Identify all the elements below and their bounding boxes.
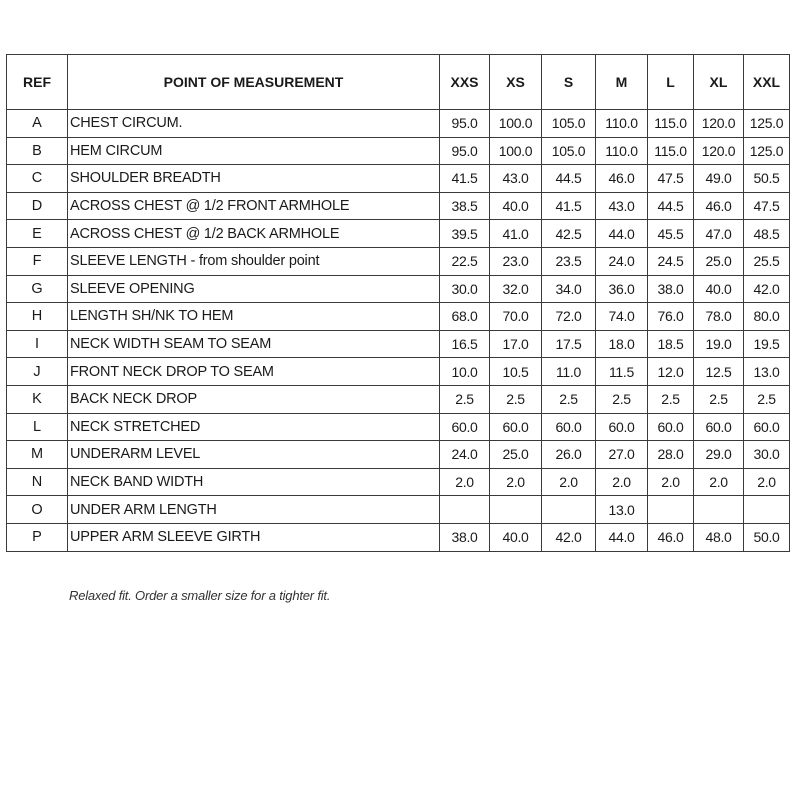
table-row xyxy=(7,523,790,551)
value-cell-m: 43.0 xyxy=(596,192,648,220)
value-cell-xxl: 25.5 xyxy=(744,247,790,275)
value-cell-s: 105.0 xyxy=(542,137,596,165)
value-cell-xxl: 2.5 xyxy=(744,385,790,413)
measurement-point-cell: LENGTH SH/NK TO HEM xyxy=(68,303,440,331)
value-cell-xxl: 50.5 xyxy=(744,165,790,193)
measurement-point-cell: CHEST CIRCUM. xyxy=(68,110,440,138)
point-of-measurement-header: POINT OF MEASUREMENT xyxy=(68,55,440,110)
measurement-point-cell: UPPER ARM SLEEVE GIRTH xyxy=(68,523,440,551)
value-cell-xs: 41.0 xyxy=(490,220,542,248)
ref-cell: O xyxy=(7,496,68,524)
table-row xyxy=(7,330,790,358)
value-cell-m: 18.0 xyxy=(596,330,648,358)
ref-cell: C xyxy=(7,165,68,193)
value-cell-xxs: 2.5 xyxy=(440,385,490,413)
value-cell-xxl: 48.5 xyxy=(744,220,790,248)
value-cell-xxl: 47.5 xyxy=(744,192,790,220)
value-cell-m: 44.0 xyxy=(596,523,648,551)
measurement-point-cell: NECK WIDTH SEAM TO SEAM xyxy=(68,330,440,358)
table-row xyxy=(7,358,790,386)
value-cell-l: 24.5 xyxy=(648,247,694,275)
ref-cell: J xyxy=(7,358,68,386)
measurement-table xyxy=(6,54,790,552)
value-cell-xxl: 60.0 xyxy=(744,413,790,441)
table-row xyxy=(7,165,790,193)
value-cell-l: 60.0 xyxy=(648,413,694,441)
value-cell-xl: 29.0 xyxy=(694,441,744,469)
value-cell-xxs: 95.0 xyxy=(440,110,490,138)
value-cell-xxl: 125.0 xyxy=(744,137,790,165)
ref-cell: B xyxy=(7,137,68,165)
table-row xyxy=(7,110,790,138)
value-cell-m: 60.0 xyxy=(596,413,648,441)
size-header-s: S xyxy=(542,55,596,110)
value-cell-xxs: 24.0 xyxy=(440,441,490,469)
value-cell-xl: 48.0 xyxy=(694,523,744,551)
value-cell-xxl: 125.0 xyxy=(744,110,790,138)
fit-note: Relaxed fit. Order a smaller size for a tighter fit. xyxy=(69,588,331,603)
table-body xyxy=(7,110,790,552)
value-cell-xl: 47.0 xyxy=(694,220,744,248)
value-cell-xs: 25.0 xyxy=(490,441,542,469)
measurement-point-cell: ACROSS CHEST @ 1/2 FRONT ARMHOLE xyxy=(68,192,440,220)
value-cell-s: 26.0 xyxy=(542,441,596,469)
table-row xyxy=(7,192,790,220)
measurement-point-cell: NECK STRETCHED xyxy=(68,413,440,441)
value-cell-l: 45.5 xyxy=(648,220,694,248)
value-cell-l: 76.0 xyxy=(648,303,694,331)
ref-header: REF xyxy=(7,55,68,110)
value-cell-s: 44.5 xyxy=(542,165,596,193)
value-cell-xxs: 41.5 xyxy=(440,165,490,193)
value-cell-xxs: 22.5 xyxy=(440,247,490,275)
value-cell-m: 2.5 xyxy=(596,385,648,413)
value-cell-l: 2.5 xyxy=(648,385,694,413)
value-cell-s xyxy=(542,496,596,524)
value-cell-xl: 19.0 xyxy=(694,330,744,358)
value-cell-l xyxy=(648,496,694,524)
value-cell-xxs: 38.0 xyxy=(440,523,490,551)
ref-cell: K xyxy=(7,385,68,413)
value-cell-l: 18.5 xyxy=(648,330,694,358)
value-cell-xl: 2.5 xyxy=(694,385,744,413)
value-cell-xxl xyxy=(744,496,790,524)
value-cell-xxs: 2.0 xyxy=(440,468,490,496)
value-cell-l: 28.0 xyxy=(648,441,694,469)
measurement-point-cell: SLEEVE OPENING xyxy=(68,275,440,303)
value-cell-xs: 17.0 xyxy=(490,330,542,358)
measurement-point-cell: BACK NECK DROP xyxy=(68,385,440,413)
value-cell-xxs: 68.0 xyxy=(440,303,490,331)
value-cell-xs: 100.0 xyxy=(490,110,542,138)
ref-cell: M xyxy=(7,441,68,469)
value-cell-s: 17.5 xyxy=(542,330,596,358)
value-cell-s: 11.0 xyxy=(542,358,596,386)
value-cell-xl: 46.0 xyxy=(694,192,744,220)
value-cell-m: 110.0 xyxy=(596,137,648,165)
value-cell-s: 105.0 xyxy=(542,110,596,138)
table-row xyxy=(7,137,790,165)
value-cell-s: 2.0 xyxy=(542,468,596,496)
value-cell-xl: 60.0 xyxy=(694,413,744,441)
size-header-l: L xyxy=(648,55,694,110)
value-cell-xs: 43.0 xyxy=(490,165,542,193)
value-cell-xxl: 30.0 xyxy=(744,441,790,469)
ref-cell: N xyxy=(7,468,68,496)
value-cell-s: 60.0 xyxy=(542,413,596,441)
value-cell-s: 41.5 xyxy=(542,192,596,220)
value-cell-l: 115.0 xyxy=(648,137,694,165)
ref-cell: L xyxy=(7,413,68,441)
measurement-point-cell: HEM CIRCUM xyxy=(68,137,440,165)
value-cell-xl xyxy=(694,496,744,524)
header-row xyxy=(7,55,790,110)
value-cell-xxs: 30.0 xyxy=(440,275,490,303)
measurement-point-cell: NECK BAND WIDTH xyxy=(68,468,440,496)
value-cell-xs: 40.0 xyxy=(490,192,542,220)
measurement-point-cell: UNDER ARM LENGTH xyxy=(68,496,440,524)
value-cell-m: 27.0 xyxy=(596,441,648,469)
value-cell-m: 13.0 xyxy=(596,496,648,524)
value-cell-xl: 12.5 xyxy=(694,358,744,386)
value-cell-xl: 78.0 xyxy=(694,303,744,331)
value-cell-s: 34.0 xyxy=(542,275,596,303)
size-header-xxl: XXL xyxy=(744,55,790,110)
ref-cell: D xyxy=(7,192,68,220)
size-header-xs: XS xyxy=(490,55,542,110)
value-cell-xl: 120.0 xyxy=(694,110,744,138)
value-cell-xs: 32.0 xyxy=(490,275,542,303)
value-cell-xxl: 50.0 xyxy=(744,523,790,551)
table-row xyxy=(7,220,790,248)
table-row xyxy=(7,468,790,496)
table-row xyxy=(7,441,790,469)
value-cell-xxl: 2.0 xyxy=(744,468,790,496)
value-cell-xs: 60.0 xyxy=(490,413,542,441)
value-cell-xl: 2.0 xyxy=(694,468,744,496)
size-header-xxs: XXS xyxy=(440,55,490,110)
measurement-point-cell: ACROSS CHEST @ 1/2 BACK ARMHOLE xyxy=(68,220,440,248)
ref-cell: F xyxy=(7,247,68,275)
value-cell-xxl: 42.0 xyxy=(744,275,790,303)
value-cell-xs: 2.5 xyxy=(490,385,542,413)
value-cell-m: 11.5 xyxy=(596,358,648,386)
value-cell-xs: 100.0 xyxy=(490,137,542,165)
measurement-point-cell: FRONT NECK DROP TO SEAM xyxy=(68,358,440,386)
value-cell-xs: 2.0 xyxy=(490,468,542,496)
value-cell-xxs: 16.5 xyxy=(440,330,490,358)
value-cell-l: 47.5 xyxy=(648,165,694,193)
value-cell-m: 46.0 xyxy=(596,165,648,193)
value-cell-xxs: 39.5 xyxy=(440,220,490,248)
table-row xyxy=(7,303,790,331)
value-cell-xl: 25.0 xyxy=(694,247,744,275)
ref-cell: I xyxy=(7,330,68,358)
ref-cell: H xyxy=(7,303,68,331)
value-cell-m: 24.0 xyxy=(596,247,648,275)
table-row xyxy=(7,496,790,524)
value-cell-xl: 40.0 xyxy=(694,275,744,303)
value-cell-m: 36.0 xyxy=(596,275,648,303)
value-cell-l: 12.0 xyxy=(648,358,694,386)
ref-cell: E xyxy=(7,220,68,248)
value-cell-xl: 49.0 xyxy=(694,165,744,193)
value-cell-s: 42.5 xyxy=(542,220,596,248)
measurement-point-cell: SLEEVE LENGTH - from shoulder point xyxy=(68,247,440,275)
value-cell-xxs xyxy=(440,496,490,524)
measurement-point-cell: SHOULDER BREADTH xyxy=(68,165,440,193)
table-row xyxy=(7,275,790,303)
value-cell-s: 42.0 xyxy=(542,523,596,551)
value-cell-s: 23.5 xyxy=(542,247,596,275)
value-cell-l: 38.0 xyxy=(648,275,694,303)
value-cell-m: 44.0 xyxy=(596,220,648,248)
value-cell-l: 115.0 xyxy=(648,110,694,138)
table-row xyxy=(7,413,790,441)
ref-cell: G xyxy=(7,275,68,303)
value-cell-xl: 120.0 xyxy=(694,137,744,165)
value-cell-l: 44.5 xyxy=(648,192,694,220)
value-cell-xxl: 13.0 xyxy=(744,358,790,386)
value-cell-l: 46.0 xyxy=(648,523,694,551)
value-cell-m: 74.0 xyxy=(596,303,648,331)
measurement-point-cell: UNDERARM LEVEL xyxy=(68,441,440,469)
value-cell-xxs: 10.0 xyxy=(440,358,490,386)
value-cell-xs xyxy=(490,496,542,524)
value-cell-m: 110.0 xyxy=(596,110,648,138)
value-cell-s: 2.5 xyxy=(542,385,596,413)
value-cell-xxs: 60.0 xyxy=(440,413,490,441)
value-cell-l: 2.0 xyxy=(648,468,694,496)
value-cell-xs: 40.0 xyxy=(490,523,542,551)
size-header-xl: XL xyxy=(694,55,744,110)
value-cell-xs: 10.5 xyxy=(490,358,542,386)
value-cell-xxl: 19.5 xyxy=(744,330,790,358)
value-cell-xxs: 38.5 xyxy=(440,192,490,220)
ref-cell: P xyxy=(7,523,68,551)
value-cell-s: 72.0 xyxy=(542,303,596,331)
value-cell-xs: 23.0 xyxy=(490,247,542,275)
value-cell-m: 2.0 xyxy=(596,468,648,496)
value-cell-xs: 70.0 xyxy=(490,303,542,331)
value-cell-xxs: 95.0 xyxy=(440,137,490,165)
value-cell-xxl: 80.0 xyxy=(744,303,790,331)
table-row xyxy=(7,385,790,413)
ref-cell: A xyxy=(7,110,68,138)
size-header-m: M xyxy=(596,55,648,110)
table-row xyxy=(7,247,790,275)
